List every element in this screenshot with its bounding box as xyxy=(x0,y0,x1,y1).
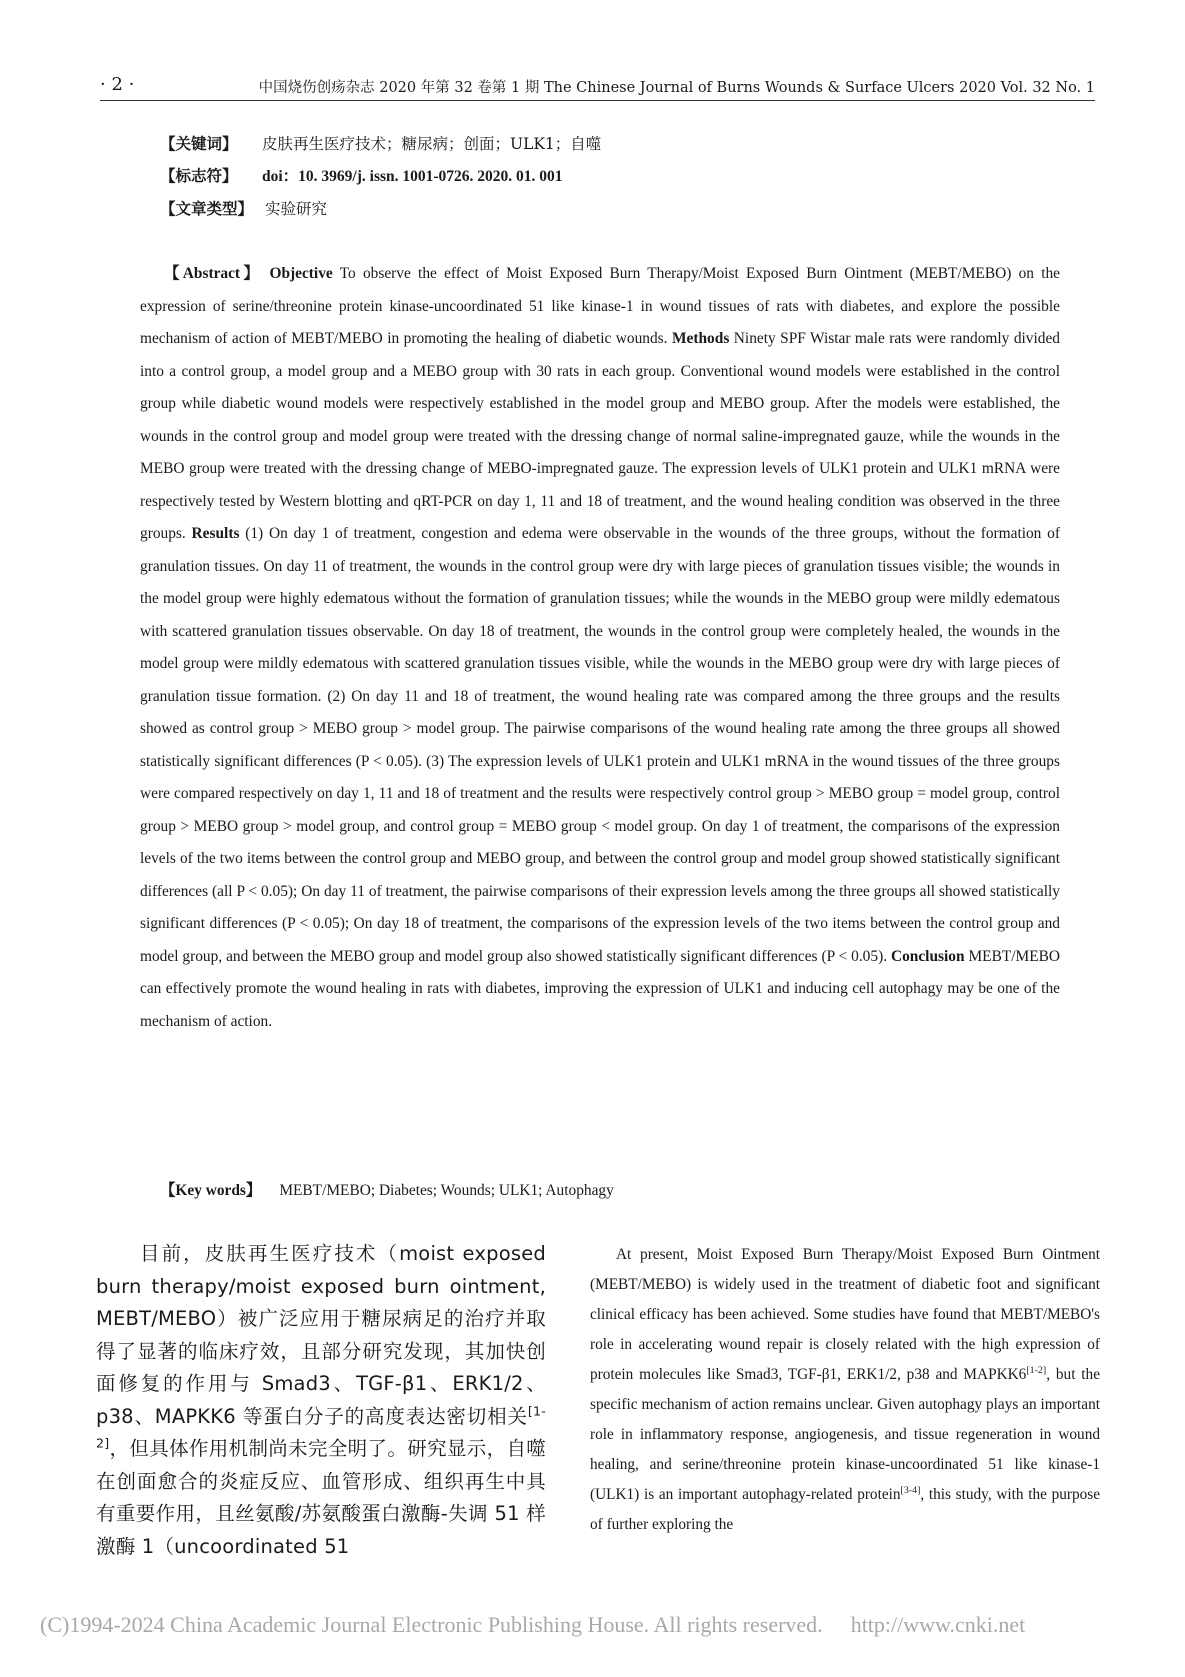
body-en-text-b: , but the specific mechanism of action remains unclear. Given autophagy plays an important role in inflammatory response, angiogenesis, and tissue regeneration in wound healing, and serine/threonine protein kinase-uncoordinated 51 like kinase-1 (ULK1) is an important autophagy-related protein xyxy=(590,1366,1100,1503)
cnki-url: http://www.cnki.net xyxy=(850,1612,1026,1637)
body-text-en xyxy=(590,1240,1100,1540)
results-text: (1) On day 1 of treatment, congestion and edema were observable in the wounds of the three groups, without the formation of granulation tissues. On day 11 of treatment, the wounds in the control group were dry with large pieces of granulation tissues visible; the wounds in the model group were highly edematous without the formation of granulation tissues; while the wounds in the MEBO group were mildly edematous with scattered granulation tissues observable. On day 18 of treatment, the wounds in the control group were completely healed, the wounds in the model group were mildly edematous with scattered granulation tissues visible, while the wounds in the MEBO group were dry with large pieces of granulation tissue formation. (2) On day 11 and 18 of treatment, the wound healing rate was compared among the three groups and the results showed as control group > MEBO group > model group. The pairwise comparisons of the wound healing rate among the three groups all showed statistically significant differences (P < 0.05). (3) The expression levels of ULK1 protein and ULK1 mRNA in the wound tissues of the three groups were compared respectively on day 1, 11 and 18 of treatment and the results were respectively control group > MEBO group = model group, control group > MEBO group > model group, and control group = MEBO group < model group. On day 1 of treatment, the comparisons of the expression levels of the two items between the control group and MEBO group, and between the control group and model group showed statistically significant differences (all P < 0.05); On day 11 of treatment, the pairwise comparisons of their expression levels among the three groups all showed statistically significant differences (P < 0.05); On day 18 of treatment, the comparisons of the expression levels of the two items between the control group and model group, and between the MEBO group and model group also showed statistically significant differences (P < 0.05). xyxy=(140,525,1060,965)
running-head: 中国烧伤创疡杂志 2020 年第 32 卷第 1 期 The Chinese Journal of Burns Wounds & Surface Ulcers 2020 Vol. 32 No. 1 xyxy=(258,80,1095,96)
article-type-value: 实验研究 xyxy=(265,200,328,218)
methods-text: Ninety SPF Wistar male rats were randomly divided into a control group, a model group and a MEBO group with 30 rats in each group. Conventional wound models were established in the control group while diabetic wound models were respectively established in the model group and MEBO group. After the models were established, the wounds in the control group and model group were treated with the dressing change of normal saline-impregnated gauze, while the wounds in the MEBO group were treated with the dressing change of MEBO-impregnated gauze. The expression levels of ULK1 protein and ULK1 mRNA were respectively tested by Western blotting and qRT-PCR on day 1, 11 and 18 of treatment, and the wound healing condition was observed in the three groups. xyxy=(140,330,1061,542)
doi-value: doi：10. 3969/j. issn. 1001-0726. 2020. 01. 001 xyxy=(262,168,563,185)
keywords-en xyxy=(160,1178,614,1200)
conclusion-text: MEBT/MEBO can effectively promote the wound healing in rats with diabetes, improving the expression of ULK1 and inducing cell autophagy may be one of the mechanism of action. xyxy=(140,947,1060,1030)
running-header xyxy=(100,70,1095,101)
article-type-label: 【文章类型】 xyxy=(160,200,254,218)
conclusion-label: Conclusion xyxy=(890,947,965,965)
body-cn-text-b: ，但具体作用机制尚未完全明了。研究显示，自噬在创面愈合的炎症反应、血管形成、组织再生中具有重要作用，且丝氨酸/苏氨酸蛋白激酶-失调 51 样激酶 1（uncoordinated 51 xyxy=(96,1437,546,1558)
body-cn-ref-a: [1-2] xyxy=(96,1403,546,1451)
keywords-en-value: MEBT/MEBO; Diabetes; Wounds; ULK1; Autophagy xyxy=(279,1182,614,1199)
keywords-en-label: 【Key words】 xyxy=(160,1182,262,1199)
abstract-label: 【Abstract】 xyxy=(164,265,263,282)
keywords-cn-value: 皮肤再生医疗技术；糖尿病；创面；ULK1；自噬 xyxy=(262,135,602,153)
body-en-text-a: At present, Moist Exposed Burn Therapy/Moist Exposed Burn Ointment (MEBT/MEBO) is widely used in the treatment of diabetic foot and significant clinical efficacy has been achieved. Some studies have found that MEBT/MEBO's role in accelerating wound repair is closely related with the high expression of protein molecules like Smad3, TGF-β1, ERK1/2, p38 and MAPKK6 xyxy=(590,1246,1100,1383)
methods-label: Methods xyxy=(672,330,730,347)
body-cn-text-a: 目前，皮肤再生医疗技术（moist exposed burn therapy/moist exposed burn ointment, MEBT/MEBO）被广泛应用于糖尿病足的治疗并取得了显著的临床疗效，且部分研究发现，其加快创面修复的作用与 Smad3、TGF-β1、ERK1/2、p38、MAPKK6 等蛋白分子的高度表达密切相关 xyxy=(96,1242,546,1428)
body-en-ref-b: [3-4] xyxy=(900,1484,921,1496)
article-type-row xyxy=(160,193,601,225)
copyright-text: (C)1994-2024 China Academic Journal Electronic Publishing House. All rights reserved. xyxy=(40,1612,823,1637)
body-en-ref-a: [1-2] xyxy=(1026,1364,1047,1376)
body-en-text-c: , this study, with the purpose of further exploring the xyxy=(590,1486,1100,1533)
results-label: Results xyxy=(191,525,240,542)
body-text-cn xyxy=(96,1238,546,1563)
objective-text: To observe the effect of Moist Exposed Burn Therapy/Moist Exposed Burn Ointment (MEBT/MEBO) on the expression of serine/threonine protein kinase-uncoordinated 51 like kinase-1 in wound tissues of rats with diabetes, and explore the possible mechanism of action of MEBT/MEBO in promoting the healing of diabetic wounds. xyxy=(140,265,1060,347)
copyright-watermark xyxy=(40,1612,1150,1638)
article-meta xyxy=(160,128,601,225)
page-number: · 2 · xyxy=(100,74,135,95)
objective-label: Objective xyxy=(269,265,333,282)
doi-label: 【标志符】 xyxy=(160,167,238,185)
keywords-cn-row xyxy=(160,128,601,160)
doi-row xyxy=(160,160,601,193)
abstract-en xyxy=(140,258,1060,1038)
keywords-cn-label: 【关键词】 xyxy=(160,135,238,153)
